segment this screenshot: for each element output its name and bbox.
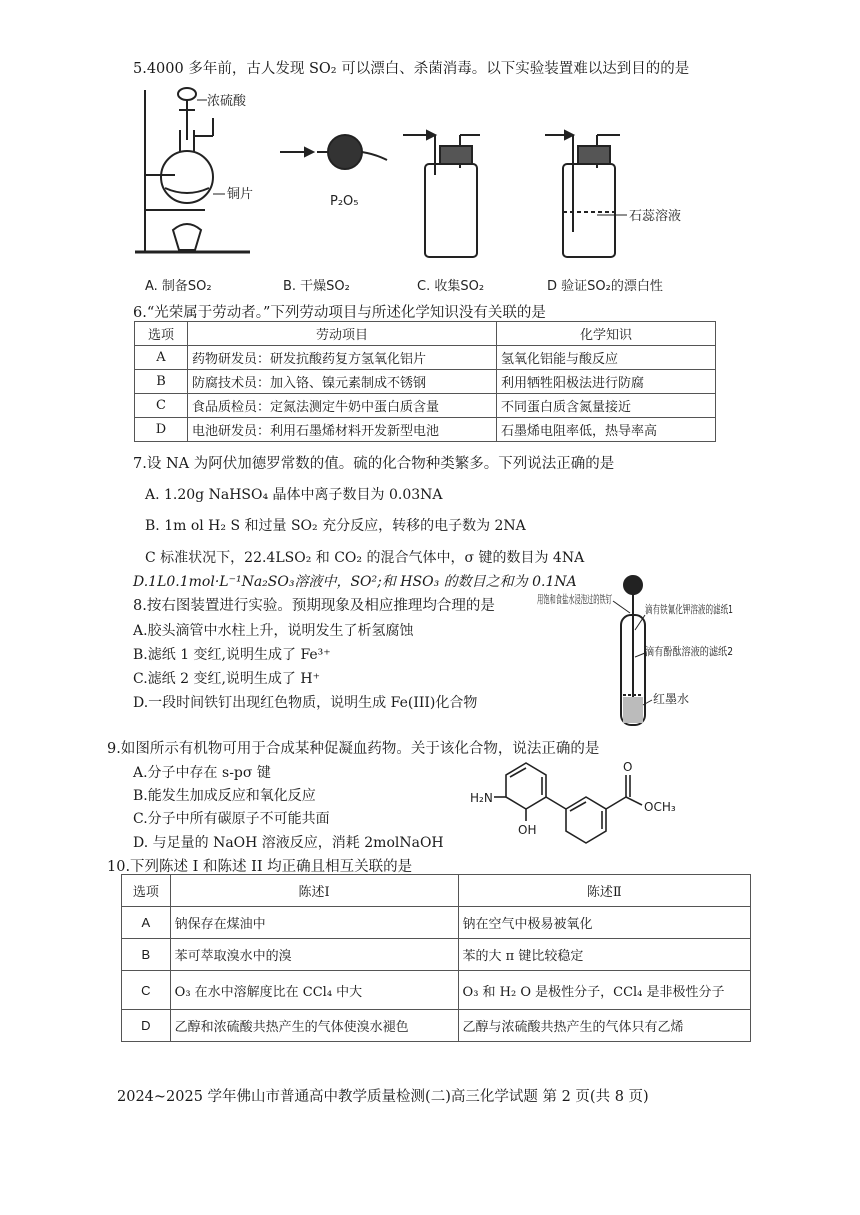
table-cell: 石墨烯电阻率低，热导率高	[497, 418, 716, 442]
q10-stem: 10.下列陈述 I 和陈述 II 均正确且相互关联的是	[107, 859, 413, 875]
label-filter-paper-1: 滴有铁氰化钾溶液的滤纸1	[645, 603, 773, 616]
table-row	[135, 418, 716, 442]
q10-table	[121, 874, 751, 1042]
table-cell: C	[122, 971, 171, 1010]
label-carbonyl-o: O	[623, 760, 633, 774]
header-chem-knowledge: 化学知识	[497, 322, 716, 346]
table-row	[135, 346, 716, 370]
table-row	[122, 939, 751, 971]
table-cell: D	[135, 418, 188, 442]
q8-stem: 8.按右图装置进行实验。预期现象及相应推理均合理的是	[133, 598, 495, 614]
table-cell: 防腐技术员：加入铬、镍元素制成不锈钢	[188, 370, 497, 394]
table-cell: 药物研发员：研发抗酸药复方氢氧化铝片	[188, 346, 497, 370]
table-cell: D	[122, 1010, 171, 1042]
table-cell: 乙醇和浓硫酸共热产生的气体使溴水褪色	[170, 1010, 458, 1042]
q7-option-d: D.1L0.1mol·L⁻¹Na₂SO₃溶液中，SO²;和 HSO₃ 的数目之和为 0.1NA	[133, 574, 577, 590]
table-cell: 苯可萃取溴水中的溴	[170, 939, 458, 971]
q8-option-a: A.胶头滴管中水柱上升，说明发生了析氢腐蚀	[133, 623, 414, 639]
label-och3: OCH₃	[644, 800, 676, 814]
label-copper: 铜片	[227, 187, 254, 202]
header-option: 选项	[135, 322, 188, 346]
table-row	[135, 370, 716, 394]
label-iron-nail: 用饱和食盐水浸泡过的铁钉	[537, 593, 669, 606]
q6-table	[134, 321, 716, 442]
label-red-ink: 红墨水	[653, 692, 690, 706]
q5-apparatus-figure	[135, 80, 735, 295]
header-option: 选项	[122, 875, 171, 907]
caption-a: A. 制备SO₂	[145, 279, 212, 294]
q8-option-c: C.滤纸 2 变红,说明生成了 H⁺	[133, 671, 320, 687]
table-cell: A	[122, 907, 171, 939]
table-cell: B	[135, 370, 188, 394]
q6-stem: 6.“光荣属于劳动者。”下列劳动项目与所述化学知识没有关联的是	[133, 305, 546, 321]
table-cell: 不同蛋白质含氮量接近	[497, 394, 716, 418]
header-statement-2: 陈述Ⅱ	[458, 875, 750, 907]
header-statement-1: 陈述Ⅰ	[170, 875, 458, 907]
q9-option-d: D. 与足量的 NaOH 溶液反应，消耗 2molNaOH	[133, 835, 444, 851]
table-row	[122, 1010, 751, 1042]
label-nh2: H₂N	[470, 791, 493, 805]
q7-option-a: A. 1.20g NaHSO₄ 晶体中离子数目为 0.03NA	[145, 487, 443, 503]
table-cell: A	[135, 346, 188, 370]
table-cell: 食品质检员：定氮法测定牛奶中蛋白质含量	[188, 394, 497, 418]
label-filter-paper-2: 滴有酚酞溶液的滤纸2	[645, 645, 751, 658]
caption-c: C. 收集SO₂	[417, 279, 485, 294]
q9-stem: 9.如图所示有机物可用于合成某种促凝血药物。关于该化合物，说法正确的是	[107, 741, 600, 757]
label-p2o5: P₂O₅	[330, 194, 359, 209]
q8-option-d: D.一段时间铁钉出现红色物质，说明生成 Fe(III)化合物	[133, 695, 478, 711]
table-cell: O₃ 和 H₂ O 是极性分子，CCl₄ 是非极性分子	[458, 971, 750, 1010]
label-conc-sulfuric-acid: 浓硫酸	[207, 94, 247, 109]
q8-apparatus-figure	[535, 575, 773, 735]
q9-option-a: A.分子中存在 s-pσ 键	[133, 765, 271, 781]
header-labor-project: 劳动项目	[188, 322, 497, 346]
table-cell: 钠在空气中极易被氧化	[458, 907, 750, 939]
table-header-row	[122, 875, 751, 907]
table-row	[135, 394, 716, 418]
table-cell: 氢氧化铝能与酸反应	[497, 346, 716, 370]
caption-d: D 验证SO₂的漂白性	[547, 279, 663, 294]
table-row	[122, 971, 751, 1010]
table-row	[122, 907, 751, 939]
table-header-row	[135, 322, 716, 346]
label-litmus-solution: 石蕊溶液	[629, 209, 682, 224]
caption-b: B. 干燥SO₂	[283, 279, 350, 294]
table-cell: 乙醇与浓硫酸共热产生的气体只有乙烯	[458, 1010, 750, 1042]
table-cell: B	[122, 939, 171, 971]
q7-stem: 7.设 NA 为阿伏加德罗常数的值。硫的化合物种类繁多。下列说法正确的是	[133, 456, 615, 472]
q8-option-b: B.滤纸 1 变红,说明生成了 Fe³⁺	[133, 647, 331, 663]
q7-option-c: C 标准状况下，22.4LSO₂ 和 CO₂ 的混合气体中，σ 键的数目为 4NA	[145, 550, 585, 566]
table-cell: 苯的大 π 键比较稳定	[458, 939, 750, 971]
q9-option-c: C.分子中所有碳原子不可能共面	[133, 811, 330, 827]
table-cell: C	[135, 394, 188, 418]
table-cell: 利用牺牲阳极法进行防腐	[497, 370, 716, 394]
q5-stem: 5.4000 多年前，古人发现 SO₂ 可以漂白、杀菌消毒。以下实验装置难以达到目的的是	[133, 61, 690, 77]
q7-option-b: B. 1m ol H₂ S 和过量 SO₂ 充分反应，转移的电子数为 2NA	[145, 518, 526, 534]
table-cell: 电池研发员：利用石墨烯材料开发新型电池	[188, 418, 497, 442]
q9-option-b: B.能发生加成反应和氧化反应	[133, 788, 316, 804]
table-cell: O₃ 在水中溶解度比在 CCl₄ 中大	[170, 971, 458, 1010]
table-cell: 钠保存在煤油中	[170, 907, 458, 939]
page-footer: 2024~2025 学年佛山市普通高中教学质量检测(二)高三化学试题 第 2 页(共 8 页)	[117, 1089, 649, 1105]
q9-structure-figure	[468, 755, 688, 855]
label-oh: OH	[518, 823, 537, 837]
